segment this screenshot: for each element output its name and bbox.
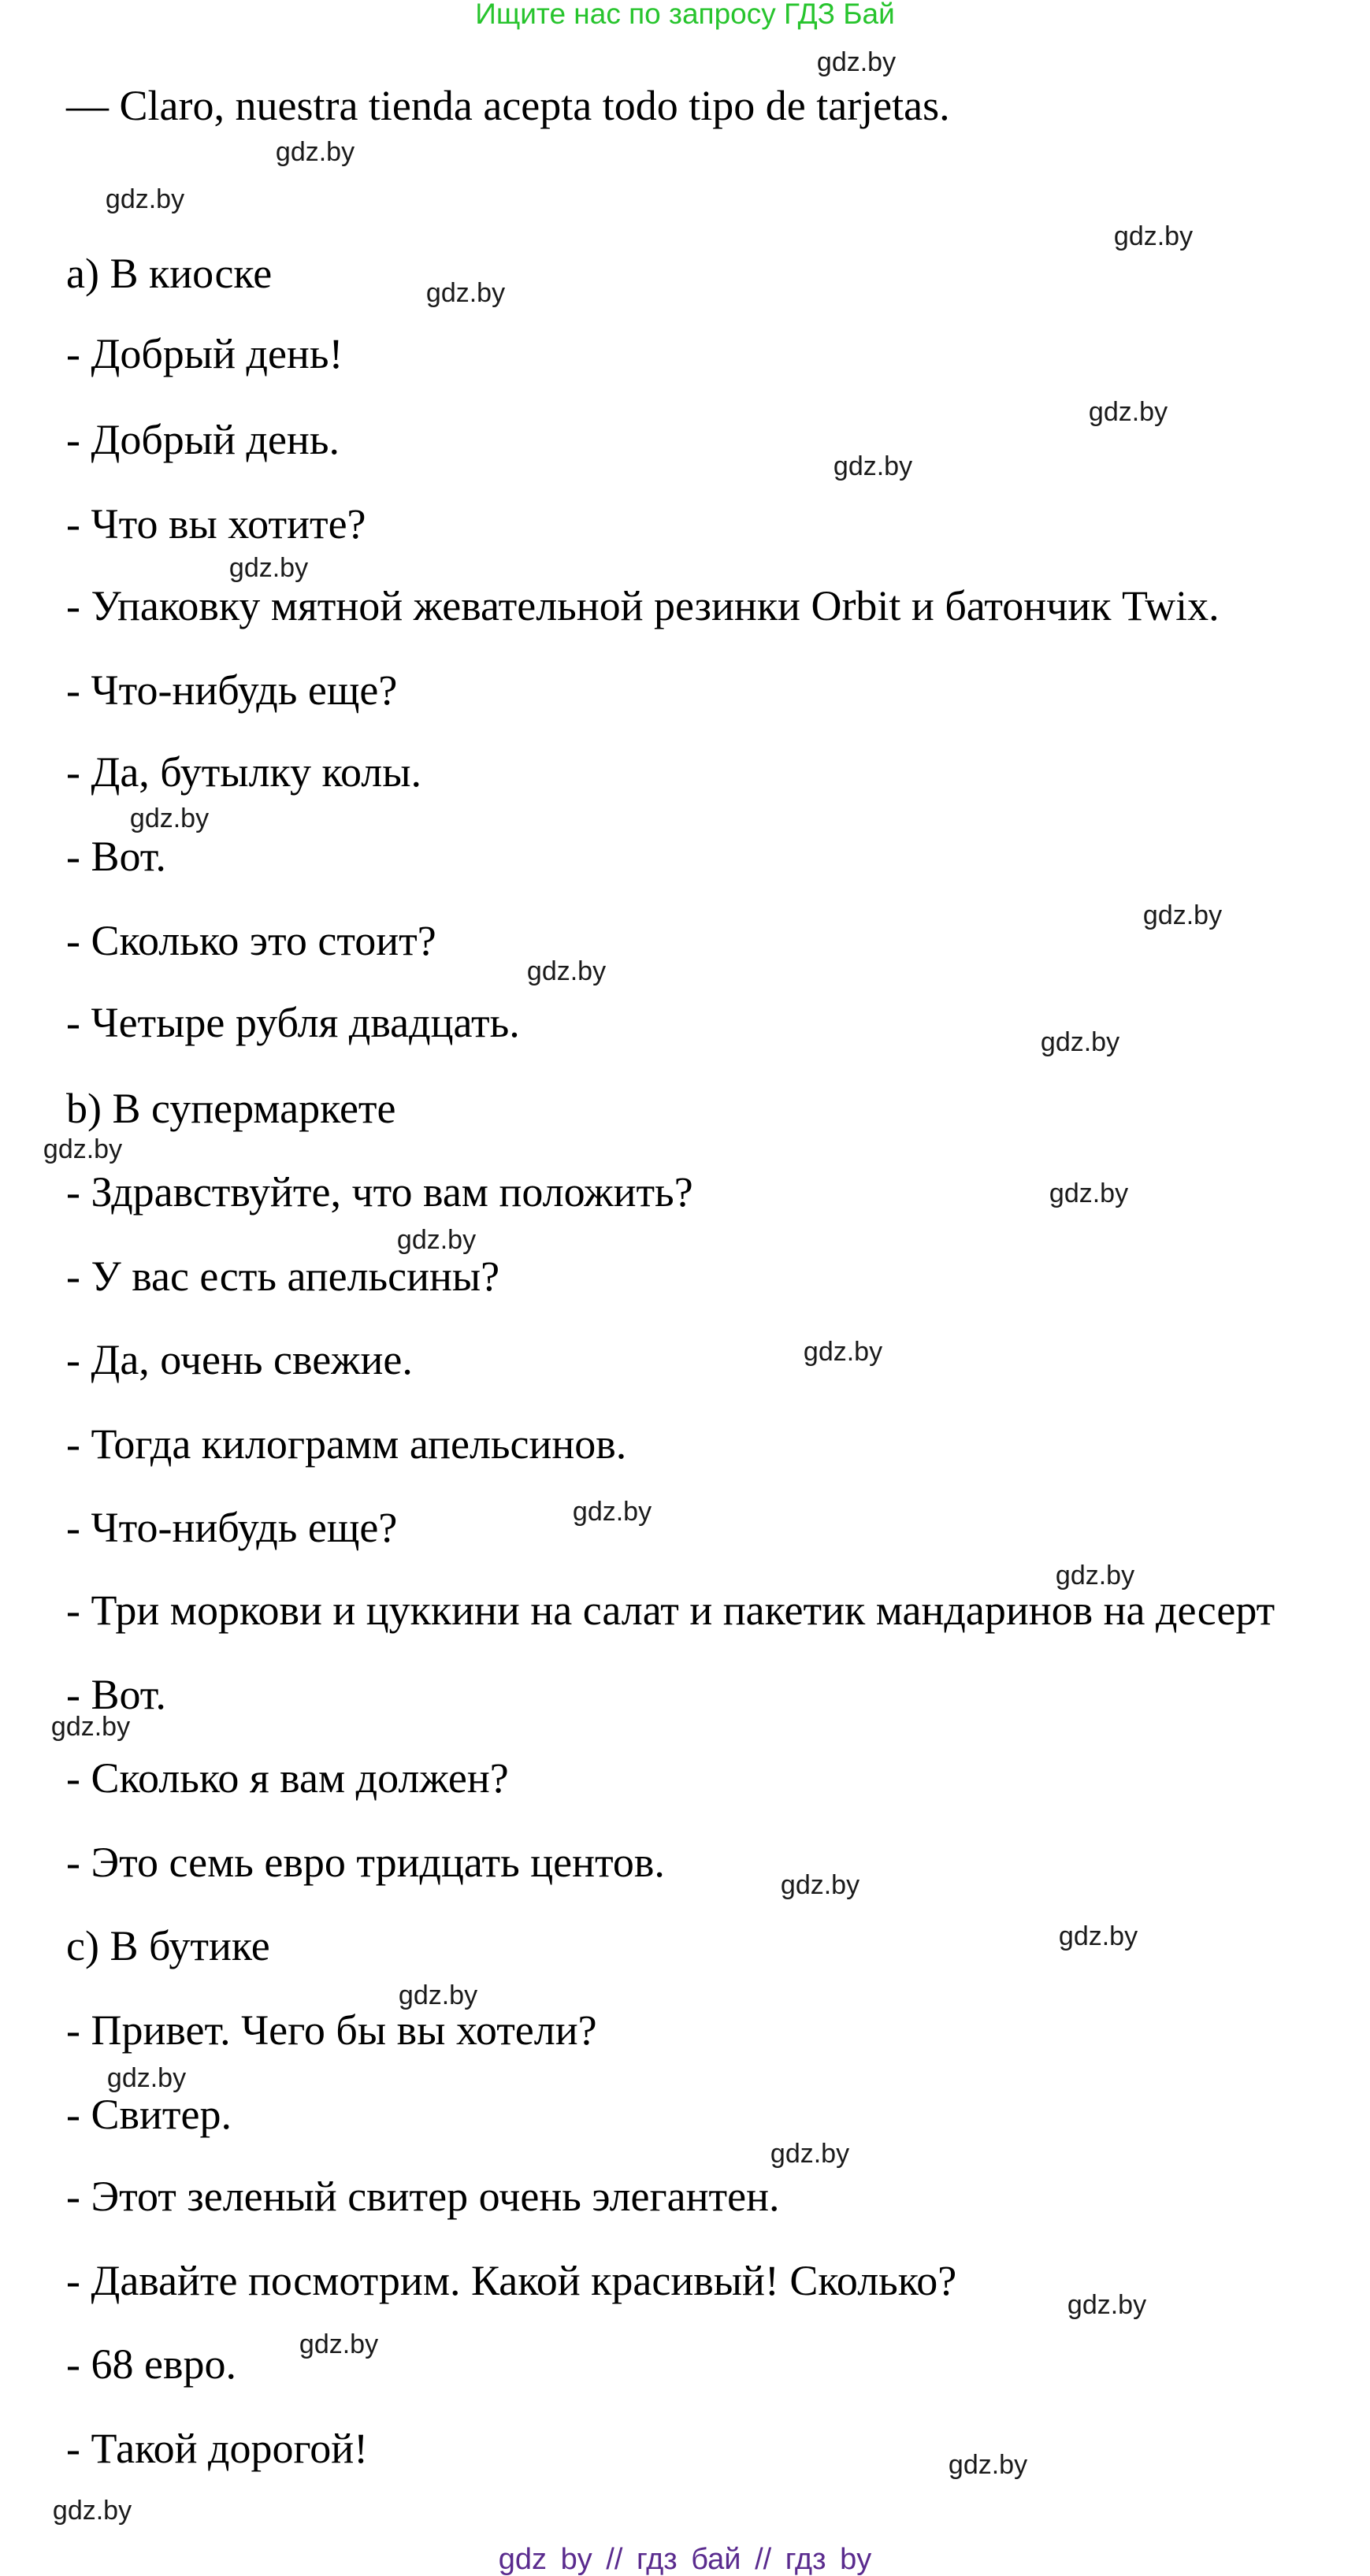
dialogue-line: - Вот. bbox=[66, 1671, 166, 1718]
gdz-watermark: gdz.by bbox=[572, 1497, 652, 1527]
dialogue-line: - Упаковку мятной жевательной резинки Orbit и батончик Twix. bbox=[66, 582, 1220, 629]
dialogue-line: - Да, очень свежие. bbox=[66, 1336, 413, 1383]
dialogue-line: - Да, бутылку колы. bbox=[66, 748, 422, 796]
gdz-watermark: gdz.by bbox=[52, 2496, 132, 2526]
dialogue-line: - У вас есть апельсины? bbox=[66, 1253, 500, 1300]
dialogue-line: - Этот зеленый свитер очень элегантен. bbox=[66, 2173, 780, 2220]
gdz-watermark: gdz.by bbox=[948, 2450, 1028, 2480]
gdz-watermark: gdz.by bbox=[1067, 2290, 1147, 2320]
dialogue-line: - Давайте посмотрим. Какой красивый! Сколько? bbox=[66, 2257, 957, 2304]
dialogue-line: - Что-нибудь еще? bbox=[66, 1504, 398, 1551]
gdz-watermark: gdz.by bbox=[275, 137, 355, 167]
dialogue-line: - Такой дорогой! bbox=[66, 2425, 369, 2472]
gdz-watermark: gdz.by bbox=[299, 2329, 379, 2359]
dialogue-line: — Claro, nuestra tienda acepta todo tipo de tarjetas. bbox=[66, 82, 950, 129]
dialogue-line: - Вот. bbox=[66, 833, 166, 880]
gdz-watermark: gdz.by bbox=[425, 278, 506, 308]
dialogue-line: - Сколько я вам должен? bbox=[66, 1754, 509, 1802]
gdz-watermark: gdz.by bbox=[398, 1980, 478, 2010]
dialogue-line: - Добрый день. bbox=[66, 416, 340, 463]
gdz-watermark: gdz.by bbox=[1113, 221, 1194, 251]
dialogue-line: - Добрый день! bbox=[66, 330, 343, 377]
dialogue-line: - Что-нибудь еще? bbox=[66, 666, 398, 714]
dialogue-line: c) В бутике bbox=[66, 1922, 270, 1969]
gdz-watermark: gdz.by bbox=[129, 804, 210, 833]
gdz-watermark: gdz.by bbox=[1049, 1179, 1129, 1208]
gdz-watermark: gdz.by bbox=[105, 184, 185, 214]
gdz-watermark: gdz.by bbox=[1088, 397, 1168, 427]
dialogue-line: - Четыре рубля двадцать. bbox=[66, 999, 520, 1046]
gdz-watermark: gdz.by bbox=[1040, 1027, 1120, 1057]
gdz-watermark: gdz.by bbox=[50, 1712, 131, 1742]
top-search-hint-banner: Ищите нас по запросу ГДЗ Бай bbox=[475, 0, 895, 30]
dialogue-line: a) В киоске bbox=[66, 250, 273, 297]
dialogue-line: - Тогда килограмм апельсинов. bbox=[66, 1420, 627, 1468]
dialogue-line: - 68 евро. bbox=[66, 2340, 236, 2388]
dialogue-line: b) В супермаркете bbox=[66, 1085, 396, 1132]
gdz-watermark: gdz.by bbox=[396, 1225, 477, 1255]
dialogue-line: - Что вы хотите? bbox=[66, 500, 366, 547]
dialogue-line: - Свитер. bbox=[66, 2091, 232, 2138]
dialogue-line: - Три моркови и цуккини на салат и пакетик мандаринов на десерт bbox=[66, 1587, 1275, 1634]
gdz-watermark: gdz.by bbox=[228, 553, 309, 583]
gdz-watermark: gdz.by bbox=[816, 47, 897, 77]
gdz-watermark: gdz.by bbox=[1055, 1561, 1135, 1591]
gdz-watermark: gdz.by bbox=[106, 2063, 187, 2093]
gdz-watermark: gdz.by bbox=[526, 956, 607, 986]
dialogue-line: - Здравствуйте, что вам положить? bbox=[66, 1168, 693, 1216]
gdz-watermark: gdz.by bbox=[833, 451, 913, 481]
gdz-watermark: gdz.by bbox=[780, 1870, 860, 1900]
gdz-watermark: gdz.by bbox=[770, 2139, 850, 2169]
gdz-watermark: gdz.by bbox=[1058, 1921, 1138, 1951]
gdz-watermark: gdz.by bbox=[1142, 900, 1223, 930]
bottom-site-links[interactable]: gdz by // гдз бай // гдз by bbox=[498, 2543, 872, 2576]
dialogue-line: - Привет. Чего бы вы хотели? bbox=[66, 2006, 597, 2054]
dialogue-line: - Это семь евро тридцать центов. bbox=[66, 1839, 665, 1886]
gdz-watermark: gdz.by bbox=[43, 1134, 123, 1164]
dialogue-line: - Сколько это стоит? bbox=[66, 917, 436, 964]
gdz-watermark: gdz.by bbox=[803, 1337, 883, 1367]
